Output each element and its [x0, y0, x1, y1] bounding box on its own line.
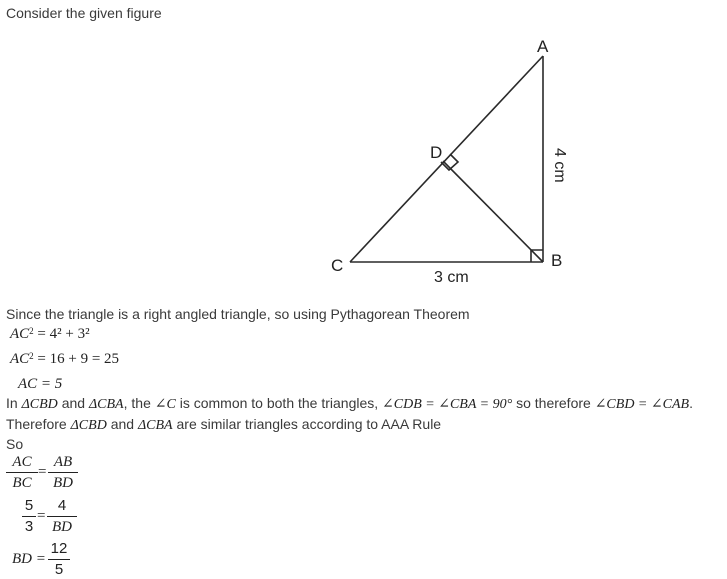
eq1-lhs: AC [10, 326, 30, 342]
ratio2-left [22, 497, 36, 536]
sim-end: . [689, 395, 693, 411]
label-a: A [537, 37, 549, 56]
therefore-tri2: ΔCBA [137, 418, 173, 433]
therefore-and: and [110, 416, 135, 432]
ratio1-den-right: BD [53, 475, 73, 491]
ratio3-den: 5 [54, 561, 64, 578]
ratio1-den-left: BC [12, 475, 32, 491]
ratio3-right [48, 540, 70, 579]
therefore-rest: are similar triangles according to AAA Rule [176, 416, 442, 432]
sim-tri1: ΔCBD [21, 397, 58, 412]
sim-mid2: is common to both the triangles, [179, 395, 379, 411]
eq1-rhs: = 4² + 3² [37, 326, 90, 342]
sim-angle-c: ∠C [154, 397, 176, 412]
therefore-word: Therefore [6, 416, 67, 432]
ratio1-right [48, 453, 78, 492]
label-side-ab: 4 cm [551, 148, 568, 183]
side-ca [350, 56, 543, 262]
ratio2-den-right: BD [52, 519, 72, 535]
sim-angle-eq2: ∠CBD = ∠CAB [594, 397, 690, 412]
so-word: So [6, 436, 24, 452]
sim-and: and [61, 395, 86, 411]
equation-1 [10, 325, 90, 343]
equation-3: AC = 5 [18, 376, 63, 392]
eq2-lhs: AC [10, 351, 30, 367]
label-side-cb: 3 cm [434, 269, 469, 286]
ratio1-left [6, 453, 38, 492]
ratio2-den-left: 3 [24, 518, 34, 535]
sim-in: In [6, 395, 18, 411]
ratio2-bar-right [47, 516, 77, 517]
ratio3-num: 12 [50, 540, 68, 557]
ratio2-right [47, 497, 77, 536]
sim-mid3: so therefore [516, 395, 591, 411]
ratio3-bar [48, 559, 70, 560]
ratio1-bar-right [48, 472, 78, 473]
eq1-square: 2 [29, 326, 34, 336]
eq2-rhs: = 16 + 9 = 25 [37, 351, 120, 367]
therefore-tri1: ΔCBD [70, 418, 107, 433]
ratio2-num-left: 5 [24, 497, 34, 514]
ratio1-bar-left [6, 472, 38, 473]
ratio2-bar-left [22, 516, 36, 517]
therefore-line [6, 416, 441, 434]
segment-db [443, 161, 543, 262]
intro-text: Consider the given figure [6, 5, 162, 21]
sim-angle-eq: ∠CDB = ∠CBA = 90° [382, 397, 513, 412]
label-c: C [331, 256, 344, 275]
ratio2-equals: = [37, 508, 46, 524]
ratio1-equals: = [38, 464, 47, 480]
eq2-square: 2 [29, 351, 34, 361]
ratio3-lhs: BD = [12, 551, 46, 567]
label-d: D [430, 143, 443, 162]
ratio1-num-right: AB [53, 454, 73, 470]
solution-line-1: Since the triangle is a right angled triangle, so using Pythagorean Theorem [6, 306, 470, 322]
similarity-line [6, 395, 693, 413]
sim-mid1: , the [123, 395, 151, 411]
equation-2 [10, 350, 119, 368]
sim-tri2: ΔCBA [88, 397, 124, 412]
label-b: B [551, 251, 563, 270]
ratio2-num-right: 4 [57, 497, 67, 514]
right-angle-diag-b [531, 250, 543, 262]
ratio1-num-left: AC [12, 454, 32, 470]
